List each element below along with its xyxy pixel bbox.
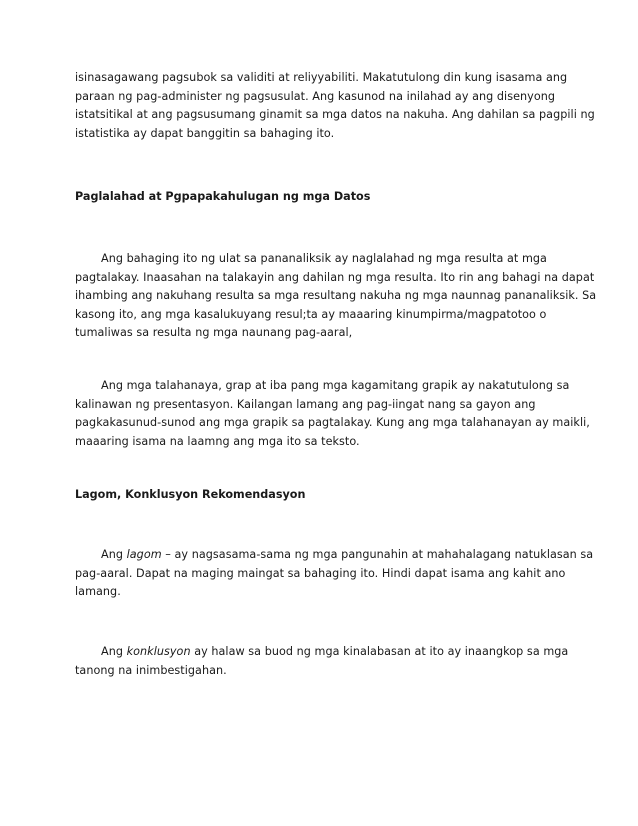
paragraph-line: ihambing ang nakuhang resulta sa mga resultang nakuha ng mga naunnag pananaliksik. Sa: [75, 289, 597, 303]
paragraph-text: – ay nagsasama-sama ng mga pangunahin at mahahalagang natuklasan sa: [161, 548, 594, 561]
konklusyon-paragraph: [75, 643, 570, 680]
intro-paragraph: [75, 69, 595, 143]
section-heading: Lagom, Konklusyon Rekomendasyon: [75, 488, 306, 501]
paragraph-line: Ang mga talahanaya, grap at iba pang mga kagamitang grapik ay nakatutulong sa: [101, 379, 570, 392]
paragraph-line: tumaliwas sa resulta ng mga naunang pag-aaral,: [75, 326, 353, 340]
term-lagom: lagom: [126, 548, 162, 561]
paragraph-line: istatistika ay dapat banggitin sa bahaging ito.: [75, 126, 335, 140]
paragraph-line: pagkakasunud-sunod ang mga grapik sa pagtalakay. Kung ang mga talahanayan ay maikli,: [75, 416, 590, 430]
paragraph-line: istatsitikal at ang pagsusumang ginamit sa mga datos na nakuha. Ang dahilan sa pagpili ng: [75, 108, 595, 122]
graphics-paragraph: [75, 377, 590, 451]
paragraph-line: tanong na inimbestigahan.: [75, 663, 227, 677]
paragraph-prefix: Ang: [101, 548, 127, 561]
paragraph-line: [75, 546, 594, 565]
paragraph-line: maaaring isama na laamng ang mga ito sa teksto.: [75, 434, 360, 448]
lagom-paragraph: [75, 546, 594, 602]
paragraph-line: kalinawan ng presentasyon. Kailangan lamang ang pag-iingat nang sa gayon ang: [75, 397, 536, 411]
paragraph-line: lamang.: [75, 585, 121, 599]
paragraph-line: Ang bahaging ito ng ulat sa pananaliksik ay naglalahad ng mga resulta at mga: [101, 252, 547, 265]
paragraph-line: kasong ito, ang mga kasalukuyang resul;ta ay maaaring kinumpirma/magpatotoo o: [75, 307, 547, 321]
paragraph-prefix: Ang: [101, 645, 127, 658]
section-heading: Paglalahad at Pgpapakahulugan ng mga Datos: [75, 190, 371, 203]
term-konklusyon: konklusyon: [126, 645, 191, 658]
paragraph-text: ay halaw sa buod ng mga kinalabasan at ito ay inaangkop sa mga: [190, 645, 569, 658]
paragraph-line: paraan ng pag-administer ng pagsusulat. Ang kasunod na inilahad ay ang disenyong: [75, 89, 556, 103]
paragraph-line: isinasagawang pagsubok sa validiti at reliyyabiliti. Makatutulong din kung isasama ang: [75, 71, 568, 84]
paragraph-line: pag-aaral. Dapat na maging maingat sa bahaging ito. Hindi dapat isama ang kahit ano: [75, 566, 566, 580]
results-paragraph: [75, 250, 597, 343]
paragraph-line: pagtalakay. Inaasahan na talakayin ang dahilan ng mga resulta. Ito rin ang bahagi na dapat: [75, 270, 595, 284]
paragraph-line: [75, 643, 570, 662]
